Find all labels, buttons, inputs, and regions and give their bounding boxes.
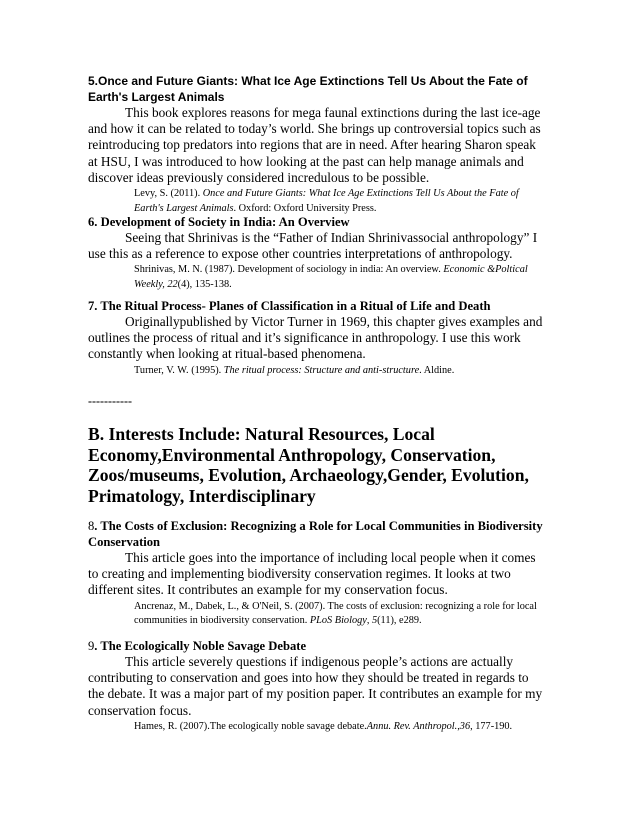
entry-citation	[134, 720, 548, 735]
citation-title: The ritual process: Structure and anti-structure	[223, 364, 420, 376]
entry-citation	[134, 263, 548, 292]
citation-sep: ,	[366, 615, 372, 627]
citation-journal: PLoS Biology	[309, 615, 367, 627]
citation-text: Hames, R. (2007).The ecologically noble savage debate.	[134, 720, 367, 732]
entry-citation	[134, 187, 548, 216]
reference-entry-9	[88, 638, 548, 734]
entry-number: 8	[88, 519, 95, 533]
entry-description: This article goes into the importance of including local people when it comes to creating and implementing biodiversity conservation regimes. It looks at two different sites. It contributes an example for my conservation focus.	[88, 550, 536, 598]
citation-publisher: . Oxford: Oxford University Press.	[233, 202, 377, 214]
entry-title: 7. The Ritual Process- Planes of Classification in a Ritual of Life and Death	[88, 299, 491, 313]
entry-description: Originallypublished by Victor Turner in 1969, this chapter gives examples and outlines the process of ritual and it’s significance in anthropology. I use this work constantly when looking at ritual-based phenomena.	[88, 314, 543, 362]
entry-description: Seeing that Shrinivas is the “Father of Indian Shrinivassocial anthropology” I use this as a reference to expose other countries interpretations of anthropology.	[88, 230, 538, 262]
citation-pages: (4), 135-138.	[177, 278, 232, 290]
citation-title: Once and Future Giants: What Ice Age Extinctions Tell Us About the Fate of Earth's Largest Animals	[134, 188, 519, 214]
citation-pages: (11), e289.	[377, 615, 422, 627]
entry-title: 5.Once and Future Giants: What Ice Age Extinctions Tell Us About the Fate of Earth's Largest Animals	[88, 74, 528, 104]
citation-text: Turner, V. W. (1995).	[134, 364, 224, 376]
reference-entry-7	[88, 298, 548, 378]
citation-journal: Economic &Poltical Weekly, 22	[134, 264, 528, 290]
entry-title: 6. Development of Society in India: An Overview	[88, 215, 350, 229]
entry-citation	[134, 600, 548, 629]
entry-description: This book explores reasons for mega faunal extinctions during the last ice-age and how it can be related to today’s world. She brings up controversial topics such as reintroducing top predators into regions that are in need. After hearing Sharon speak at HSU, I was introduced to how looking at the past can help manage animals and discover ideas previously considered incredulous to be possible.	[88, 105, 541, 185]
entry-title	[88, 518, 548, 550]
citation-text: Levy, S. (2011).	[134, 188, 203, 200]
citation-text: Ancrenaz, M., Dabek, L., & O'Neil, S. (2007). The costs of exclusion: recognizing a role for local communities in biodiversity conservation.	[134, 600, 537, 627]
section-heading	[88, 424, 558, 506]
citation-pages: , 177-190.	[470, 720, 513, 732]
entry-description: This article severely questions if indigenous people’s actions are actually contributing to conservation and goes into how they should be treated in regards to the debate. It was a major part of my position paper. It contributes an example for my conservation focus.	[88, 654, 543, 718]
citation-journal: Annu. Rev. Anthropol.	[366, 720, 458, 732]
citation-volume: 36	[459, 720, 471, 732]
citation-text: Shrinivas, M. N. (1987). Development of sociology in india: An overview.	[134, 264, 444, 276]
reference-entry-8	[88, 518, 548, 629]
reference-entry-5	[88, 73, 548, 216]
entry-title	[88, 638, 548, 654]
reference-entry-6	[88, 214, 548, 292]
entry-citation	[134, 364, 548, 379]
entry-number: 9	[88, 639, 95, 653]
citation-sep: ,	[457, 720, 460, 732]
citation-volume: 5	[371, 615, 378, 627]
section-separator: -----------	[88, 394, 132, 408]
interests-heading: B. Interests Include: Natural Resources, Local Economy,Environmental Anthropology, Conservation, Zoos/museums, Evolution, Archaeology,Gender, Evolution, Primatology, Interdisciplinary	[88, 424, 529, 506]
entry-title-text: . The Costs of Exclusion: Recognizing a Role for Local Communities in Biodiversity Conservation	[88, 519, 543, 549]
entry-title-text: . The Ecologically Noble Savage Debate	[94, 639, 307, 653]
citation-publisher: . Aldine.	[419, 364, 455, 376]
